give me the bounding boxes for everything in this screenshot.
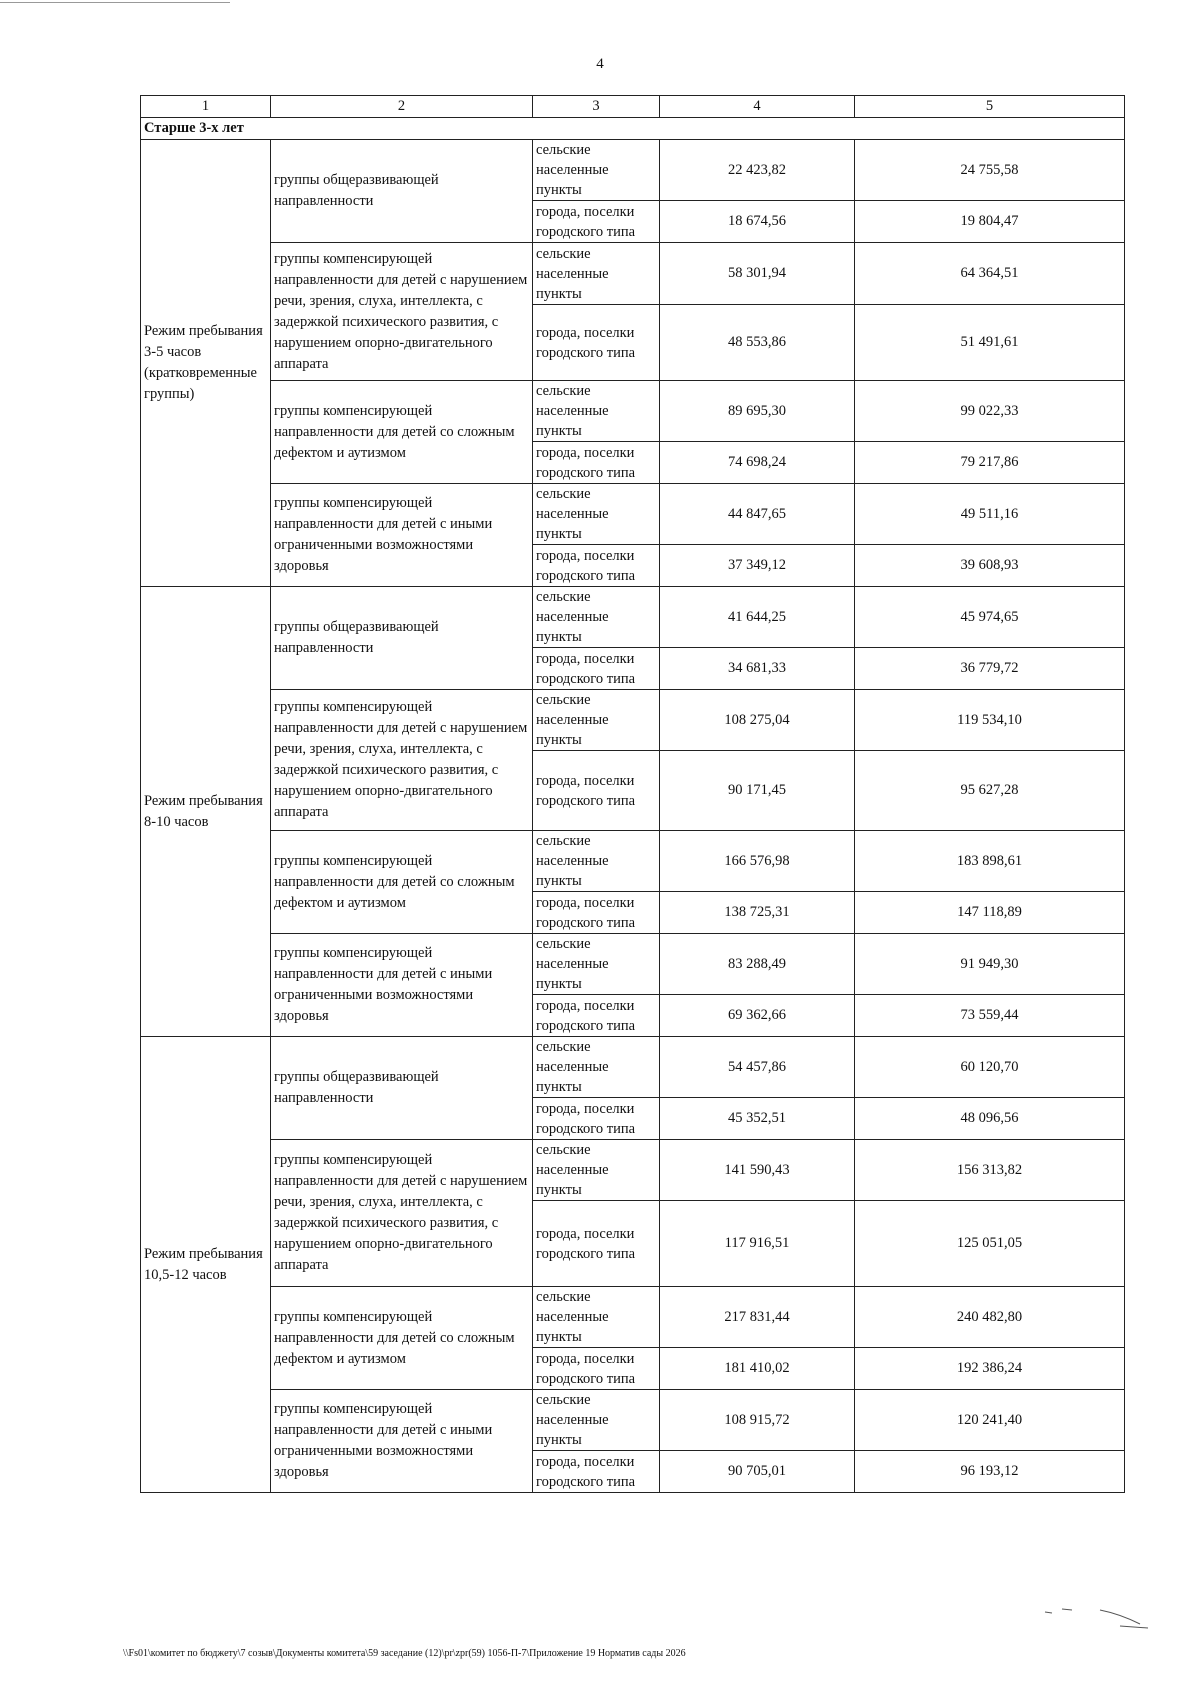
value-col5: 51 491,61 [855, 305, 1125, 381]
settlement-rural: сельские населенные пункты [533, 831, 660, 892]
group-label: группы компенсирующей направленности для детей с нарушением речи, зрения, слуха, интеллекта, с задержкой психического развития, с нарушением опорно-двигательного аппарата [271, 690, 533, 831]
table-row [141, 831, 1125, 892]
value-col5: 156 313,82 [855, 1140, 1125, 1201]
settlement-urban: города, поселки городского типа [533, 1098, 660, 1140]
value-col5: 147 118,89 [855, 892, 1125, 934]
value-col5: 60 120,70 [855, 1037, 1125, 1098]
scan-edge-line [0, 2, 230, 3]
settlement-rural: сельские населенные пункты [533, 690, 660, 751]
settlement-urban: города, поселки городского типа [533, 892, 660, 934]
value-col4: 166 576,98 [660, 831, 855, 892]
group-label: группы компенсирующей направленности для детей со сложным дефектом и аутизмом [271, 381, 533, 484]
group-label: группы общеразвивающей направленности [271, 587, 533, 690]
value-col5: 183 898,61 [855, 831, 1125, 892]
settlement-rural: сельские населенные пункты [533, 1390, 660, 1451]
settlement-urban: города, поселки городского типа [533, 1451, 660, 1493]
group-label: группы компенсирующей направленности для детей с нарушением речи, зрения, слуха, интеллекта, с задержкой психического развития, с нарушением опорно-двигательного аппарата [271, 1140, 533, 1287]
value-col4: 90 171,45 [660, 751, 855, 831]
settlement-rural: сельские населенные пункты [533, 484, 660, 545]
table-row [141, 1037, 1125, 1098]
value-col5: 48 096,56 [855, 1098, 1125, 1140]
value-col4: 44 847,65 [660, 484, 855, 545]
table-row [141, 484, 1125, 545]
group-label: группы общеразвивающей направленности [271, 1037, 533, 1140]
value-col5: 73 559,44 [855, 995, 1125, 1037]
value-col4: 54 457,86 [660, 1037, 855, 1098]
value-col4: 181 410,02 [660, 1348, 855, 1390]
value-col5: 39 608,93 [855, 545, 1125, 587]
document-file-path: \\Fs01\комитет по бюджету\7 созыв\Документы комитета\59 заседание (12)\pr\zpr(59) 1056-П-7\Приложение 19 Норматив сады 2026 [123, 1648, 686, 1659]
settlement-urban: города, поселки городского типа [533, 751, 660, 831]
value-col5: 45 974,65 [855, 587, 1125, 648]
settlement-urban: города, поселки городского типа [533, 995, 660, 1037]
value-col4: 117 916,51 [660, 1201, 855, 1287]
value-col5: 64 364,51 [855, 243, 1125, 305]
value-col4: 83 288,49 [660, 934, 855, 995]
table-row [141, 690, 1125, 751]
value-col5: 19 804,47 [855, 201, 1125, 243]
value-col4: 108 915,72 [660, 1390, 855, 1451]
group-label: группы компенсирующей направленности для детей со сложным дефектом и аутизмом [271, 1287, 533, 1390]
value-col4: 108 275,04 [660, 690, 855, 751]
value-col4: 41 644,25 [660, 587, 855, 648]
mode-label: Режим пребывания 3-5 часов (кратковременные группы) [141, 140, 271, 587]
value-col5: 91 949,30 [855, 934, 1125, 995]
value-col5: 192 386,24 [855, 1348, 1125, 1390]
value-col4: 89 695,30 [660, 381, 855, 442]
section-row [141, 118, 1125, 140]
normative-table [140, 95, 1125, 1493]
handwritten-mark [1040, 1600, 1150, 1630]
settlement-rural: сельские населенные пункты [533, 1140, 660, 1201]
value-col5: 120 241,40 [855, 1390, 1125, 1451]
settlement-urban: города, поселки городского типа [533, 545, 660, 587]
value-col4: 58 301,94 [660, 243, 855, 305]
settlement-rural: сельские населенные пункты [533, 140, 660, 201]
column-number-4: 4 [660, 96, 855, 118]
group-label: группы компенсирующей направленности для детей с иными ограниченными возможностями здоровья [271, 934, 533, 1037]
mode-label: Режим пребывания 10,5-12 часов [141, 1037, 271, 1493]
value-col4: 48 553,86 [660, 305, 855, 381]
column-number-1: 1 [141, 96, 271, 118]
column-number-row [141, 96, 1125, 118]
value-col5: 24 755,58 [855, 140, 1125, 201]
value-col4: 34 681,33 [660, 648, 855, 690]
table-row [141, 934, 1125, 995]
value-col4: 37 349,12 [660, 545, 855, 587]
value-col5: 96 193,12 [855, 1451, 1125, 1493]
value-col5: 240 482,80 [855, 1287, 1125, 1348]
table-row [141, 587, 1125, 648]
column-number-2: 2 [271, 96, 533, 118]
table-row [141, 1390, 1125, 1451]
page-number: 4 [596, 56, 604, 72]
group-label: группы компенсирующей направленности для детей с иными ограниченными возможностями здоровья [271, 484, 533, 587]
settlement-urban: города, поселки городского типа [533, 648, 660, 690]
value-col5: 79 217,86 [855, 442, 1125, 484]
settlement-rural: сельские населенные пункты [533, 934, 660, 995]
value-col5: 119 534,10 [855, 690, 1125, 751]
group-label: группы компенсирующей направленности для детей с иными ограниченными возможностями здоровья [271, 1390, 533, 1493]
settlement-urban: города, поселки городского типа [533, 305, 660, 381]
settlement-rural: сельские населенные пункты [533, 381, 660, 442]
table-row [141, 243, 1125, 305]
value-col4: 141 590,43 [660, 1140, 855, 1201]
value-col5: 95 627,28 [855, 751, 1125, 831]
settlement-rural: сельские населенные пункты [533, 587, 660, 648]
column-number-3: 3 [533, 96, 660, 118]
table-row [141, 1287, 1125, 1348]
value-col4: 217 831,44 [660, 1287, 855, 1348]
table-row [141, 1140, 1125, 1201]
value-col5: 99 022,33 [855, 381, 1125, 442]
settlement-rural: сельские населенные пункты [533, 1037, 660, 1098]
section-title: Старше 3-х лет [141, 118, 1125, 140]
table-row [141, 140, 1125, 201]
value-col4: 22 423,82 [660, 140, 855, 201]
settlement-urban: города, поселки городского типа [533, 1348, 660, 1390]
group-label: группы компенсирующей направленности для детей со сложным дефектом и аутизмом [271, 831, 533, 934]
settlement-urban: города, поселки городского типа [533, 442, 660, 484]
value-col5: 125 051,05 [855, 1201, 1125, 1287]
value-col4: 18 674,56 [660, 201, 855, 243]
value-col4: 74 698,24 [660, 442, 855, 484]
settlement-urban: города, поселки городского типа [533, 1201, 660, 1287]
value-col4: 90 705,01 [660, 1451, 855, 1493]
group-label: группы компенсирующей направленности для детей с нарушением речи, зрения, слуха, интеллекта, с задержкой психического развития, с нарушением опорно-двигательного аппарата [271, 243, 533, 381]
value-col5: 49 511,16 [855, 484, 1125, 545]
value-col4: 45 352,51 [660, 1098, 855, 1140]
value-col5: 36 779,72 [855, 648, 1125, 690]
mode-label: Режим пребывания 8-10 часов [141, 587, 271, 1037]
settlement-rural: сельские населенные пункты [533, 1287, 660, 1348]
column-number-5: 5 [855, 96, 1125, 118]
value-col4: 138 725,31 [660, 892, 855, 934]
group-label: группы общеразвивающей направленности [271, 140, 533, 243]
table-row [141, 381, 1125, 442]
value-col4: 69 362,66 [660, 995, 855, 1037]
settlement-urban: города, поселки городского типа [533, 201, 660, 243]
settlement-rural: сельские населенные пункты [533, 243, 660, 305]
